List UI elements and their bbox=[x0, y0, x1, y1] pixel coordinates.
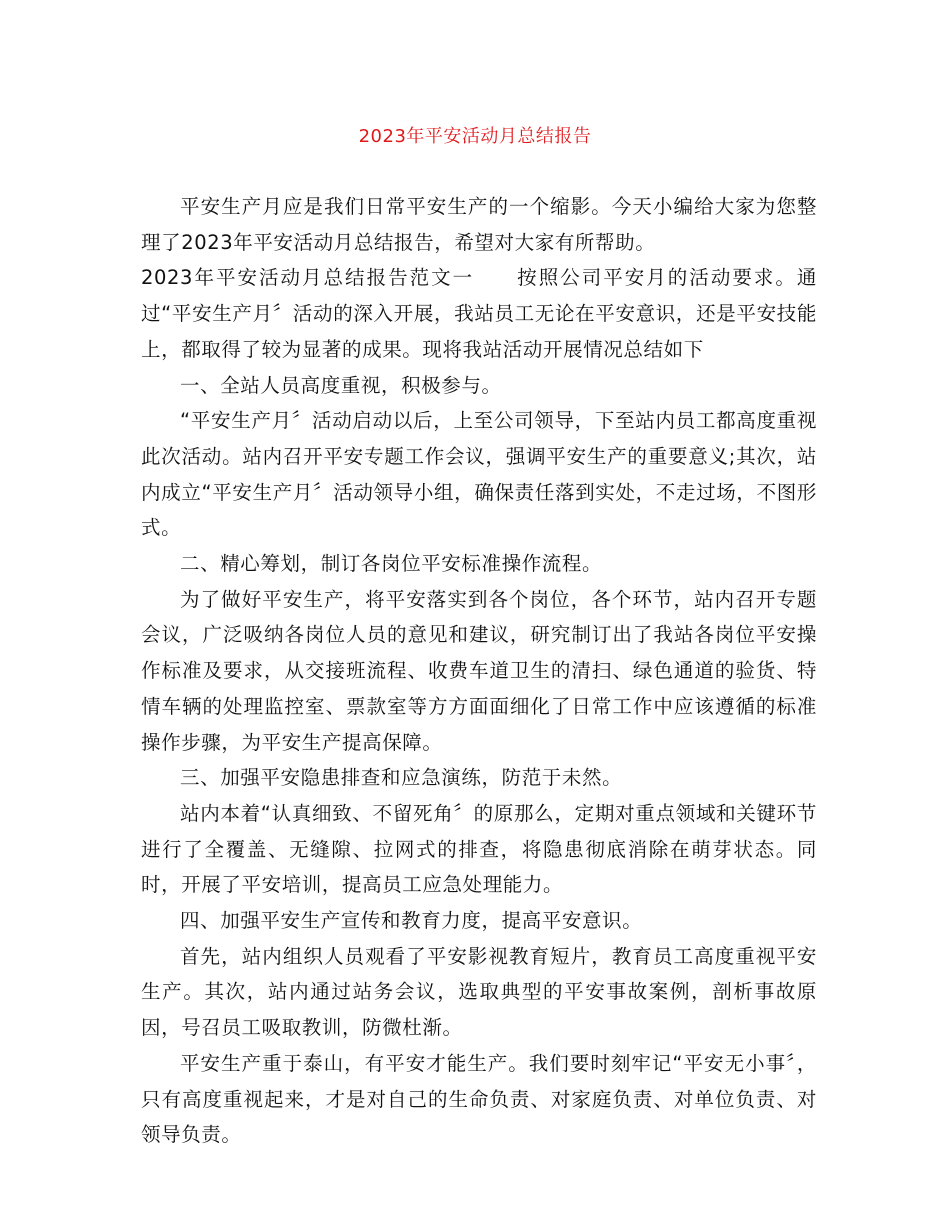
paragraph-intro: 平安生产月应是我们日常平安生产的一个缩影。今天小编给大家为您整理了2023年平安活动月总结报告，希望对大家有所帮助。 bbox=[141, 195, 817, 254]
section-heading-1: 一、全站人员高度重视，积极参与。 bbox=[180, 373, 502, 397]
section-heading-3: 三、加强平安隐患排查和应急演练，防范于未然。 bbox=[180, 766, 623, 790]
document-title: 2023年平安活动月总结报告 bbox=[358, 126, 592, 147]
paragraph-section-4: 首先，站内组织人员观看了平安影视教育短片，教育员工高度重视平安生产。其次，站内通过站务会议，选取典型的平安事故案例，剖析事故原因，号召员工吸取教训，防微杜渐。 bbox=[141, 944, 817, 1040]
section-heading-4: 四、加强平安生产宣传和教育力度，提高平安意识。 bbox=[180, 909, 643, 933]
paragraph-sample-one-heading: 2023年平安活动月总结报告范文一 按照公司平安月的活动要求。通过“平安生产月〞活动的深入开展，我站员工无论在平安意识，还是平安技能上，都取得了较为显著的成果。现将我站活动开展情况总结如下 bbox=[141, 266, 817, 361]
document-body bbox=[141, 189, 817, 1153]
section-heading-2: 二、精心筹划，制订各岗位平安标准操作流程。 bbox=[180, 552, 603, 576]
paragraph-section-2: 为了做好平安生产，将平安落实到各个岗位，各个环节，站内召开专题会议，广泛吸纳各岗位人员的意见和建议，研究制订出了我站各岗位平安操作标准及要求，从交接班流程、收费车道卫生的清扫、绿色通道的验货、特情车辆的处理监控室、票款室等方方面面细化了日常工作中应该遵循的标准操作步骤，为平安生产提高保障。 bbox=[141, 587, 817, 754]
paragraph-section-3: 站内本着“认真细致、不留死角〞的原那么，定期对重点领域和关键环节进行了全覆盖、无缝隙、拉网式的排查，将隐患彻底消除在萌芽状态。同时，开展了平安培训，提高员工应急处理能力。 bbox=[141, 801, 817, 897]
paragraph-conclusion: 平安生产重于泰山，有平安才能生产。我们要时刻牢记“平安无小事〞，只有高度重视起来，才是对自己的生命负责、对家庭负责、对单位负责、对领导负责。 bbox=[141, 1051, 817, 1147]
paragraph-section-1: “平安生产月〞活动启动以后，上至公司领导，下至站内员工都高度重视此次活动。站内召开平安专题工作会议，强调平安生产的重要意义;其次，站内成立“平安生产月〞活动领导小组，确保责任落到实处，不走过场，不图形式。 bbox=[141, 409, 817, 540]
